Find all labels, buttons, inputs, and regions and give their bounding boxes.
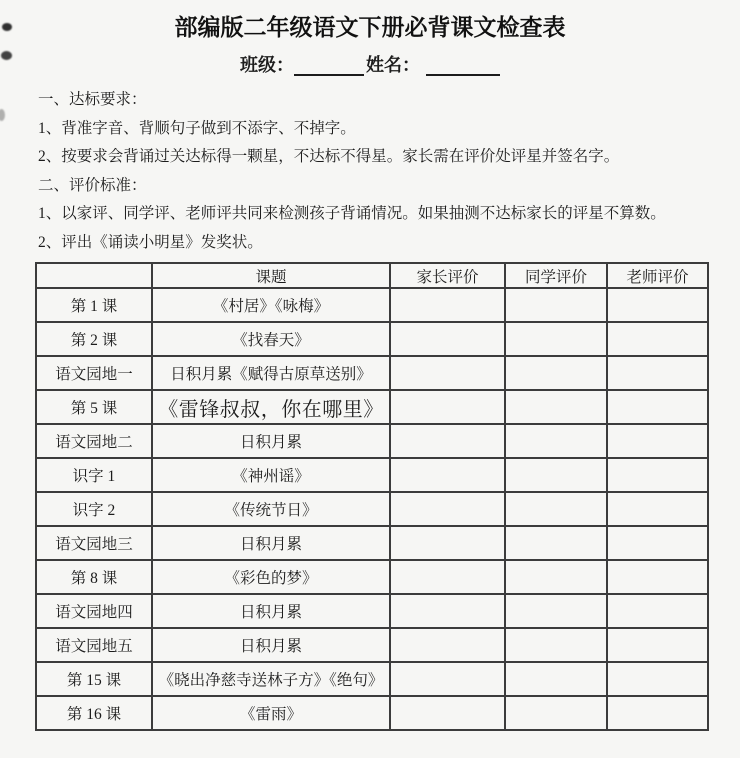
title-cell: 《晓出净慈寺送林子方》《绝句》: [152, 662, 390, 696]
peer-eval-cell: [505, 560, 607, 594]
lesson-cell: 语文园地二: [36, 424, 152, 458]
checklist-table-header: [36, 263, 708, 288]
lesson-cell: 第 2 课: [36, 322, 152, 356]
header-row: [36, 263, 708, 288]
peer-eval-cell: [505, 322, 607, 356]
peer-eval-cell: [505, 492, 607, 526]
parent-eval-cell: [390, 492, 505, 526]
peer-eval-cell: [505, 594, 607, 628]
peer-eval-cell: [505, 424, 607, 458]
document-title: 部编版二年级语文下册必背课文检查表: [174, 14, 566, 40]
teacher-eval-cell: [607, 526, 708, 560]
peer-eval-cell: [505, 288, 607, 322]
teacher-eval-cell: [607, 696, 708, 730]
teacher-eval-cell: [607, 458, 708, 492]
teacher-eval-cell: [607, 322, 708, 356]
title-cell: 《雷雨》: [152, 696, 390, 730]
peer-eval-cell: [505, 628, 607, 662]
teacher-eval-cell: [607, 662, 708, 696]
parent-eval-cell: [390, 424, 505, 458]
parent-eval-cell: [390, 526, 505, 560]
evaluation-item-1: 1、以家评、同学评、老师评共同来检测孩子背诵情况。如果抽测不达标家长的评星不算数。: [38, 205, 666, 222]
peer-eval-cell: [505, 696, 607, 730]
title-cell: 《村居》《咏梅》: [152, 288, 390, 322]
col-header-teacher-eval: 老师评价: [607, 263, 708, 288]
title-cell: 《找春天》: [152, 322, 390, 356]
lesson-cell: 第 15 课: [36, 662, 152, 696]
name-label: 姓名：: [366, 55, 420, 75]
evaluation-heading: 二、评价标准：: [38, 176, 147, 194]
title-cell: 《传统节日》: [152, 492, 390, 526]
title-cell: 日积月累: [152, 424, 390, 458]
col-header-lesson: [36, 263, 152, 288]
teacher-eval-cell: [607, 288, 708, 322]
lesson-cell: 识字 1: [36, 458, 152, 492]
lesson-cell: 第 5 课: [36, 390, 152, 424]
peer-eval-cell: [505, 390, 607, 424]
class-name-line: [0, 54, 740, 76]
instructions-section: [38, 91, 740, 251]
lesson-cell: 语文园地四: [36, 594, 152, 628]
parent-eval-cell: [390, 322, 505, 356]
evaluation-item-2: 2、评出《诵读小明星》发奖状。: [38, 233, 263, 251]
table-row: [36, 526, 708, 560]
teacher-eval-cell: [607, 560, 708, 594]
table-row: [36, 492, 708, 526]
col-header-topic: 课题: [152, 263, 390, 288]
peer-eval-cell: [505, 356, 607, 390]
table-row: [36, 696, 708, 730]
peer-eval-cell: [505, 458, 607, 492]
parent-eval-cell: [390, 288, 505, 322]
parent-eval-cell: [390, 560, 505, 594]
parent-eval-cell: [390, 356, 505, 390]
table-row: [36, 356, 708, 390]
requirement-item-2: 2、按要求会背诵过关达标得一颗星，不达标不得星。家长需在评价处评星并签名字。: [38, 148, 620, 165]
parent-eval-cell: [390, 594, 505, 628]
table-row: [36, 560, 708, 594]
title-cell: 日积月累: [152, 628, 390, 662]
title-cell: 《神州谣》: [152, 458, 390, 492]
class-blank: [294, 56, 364, 76]
peer-eval-cell: [505, 526, 607, 560]
scan-speck: [0, 109, 5, 121]
teacher-eval-cell: [607, 492, 708, 526]
table-row: [36, 458, 708, 492]
teacher-eval-cell: [607, 424, 708, 458]
name-blank: [426, 56, 500, 76]
parent-eval-cell: [390, 662, 505, 696]
col-header-parent-eval: 家长评价: [390, 263, 505, 288]
checklist-table: [35, 262, 709, 731]
teacher-eval-cell: [607, 390, 708, 424]
peer-eval-cell: [505, 662, 607, 696]
lesson-cell: 第 1 课: [36, 288, 152, 322]
requirement-heading: 一、达标要求：: [38, 91, 147, 108]
table-row: [36, 390, 708, 424]
title-cell: 日积月累《赋得古原草送别》: [152, 356, 390, 390]
title-cell: 日积月累: [152, 526, 390, 560]
table-row: [36, 288, 708, 322]
table-row: [36, 662, 708, 696]
table-row: [36, 594, 708, 628]
lesson-cell: 语文园地三: [36, 526, 152, 560]
requirement-item-1: 1、背准字音、背顺句子做到不添字、不掉字。: [38, 119, 356, 137]
title-cell: 《雷锋叔叔，你在哪里》: [152, 390, 390, 424]
scan-speck: [1, 51, 12, 60]
title-cell: 日积月累: [152, 594, 390, 628]
teacher-eval-cell: [607, 628, 708, 662]
parent-eval-cell: [390, 628, 505, 662]
lesson-cell: 识字 2: [36, 492, 152, 526]
scan-speck: [2, 23, 12, 31]
table-row: [36, 322, 708, 356]
col-header-peer-eval: 同学评价: [505, 263, 607, 288]
title-cell: 《彩色的梦》: [152, 560, 390, 594]
parent-eval-cell: [390, 458, 505, 492]
parent-eval-cell: [390, 390, 505, 424]
lesson-cell: 语文园地五: [36, 628, 152, 662]
parent-eval-cell: [390, 696, 505, 730]
class-label: 班级：: [240, 55, 294, 75]
lesson-cell: 语文园地一: [36, 356, 152, 390]
table-row: [36, 628, 708, 662]
lesson-cell: 第 8 课: [36, 560, 152, 594]
teacher-eval-cell: [607, 594, 708, 628]
teacher-eval-cell: [607, 356, 708, 390]
lesson-cell: 第 16 课: [36, 696, 152, 730]
checklist-table-body: [36, 288, 708, 730]
document-page: [0, 14, 740, 758]
table-row: [36, 424, 708, 458]
